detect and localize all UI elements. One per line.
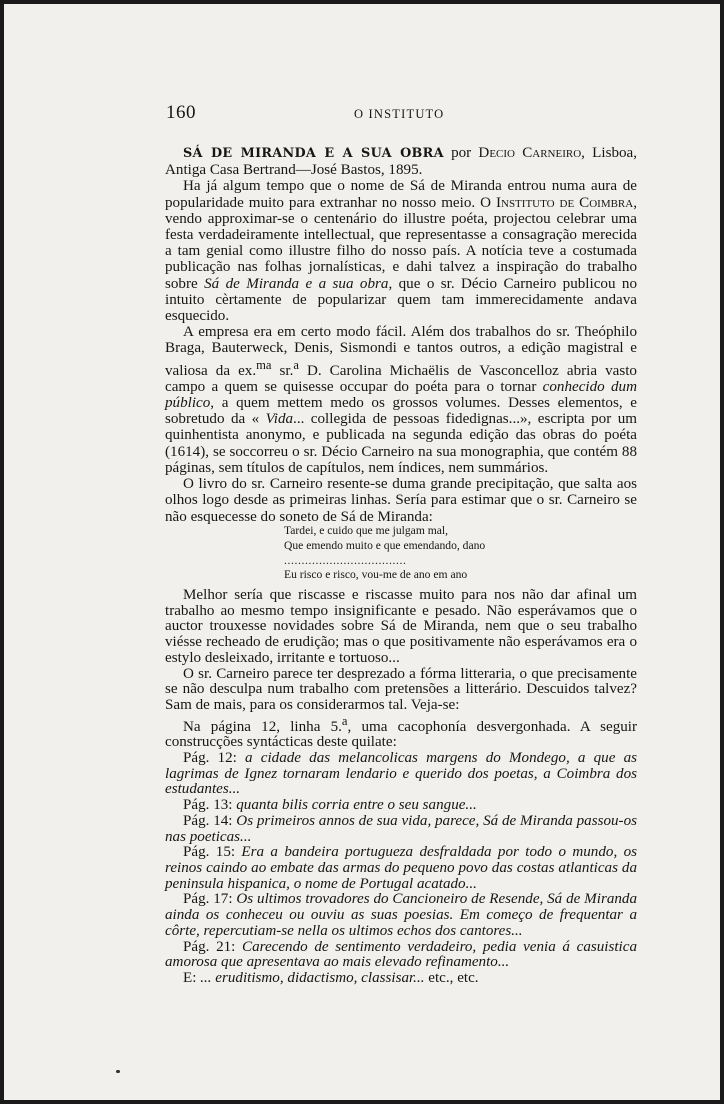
paragraph-4: Melhor sería que riscasse e riscasse muito para nos não dar afinal um trabalho ao mesmo tempo insignificante e pesado. Não esperávamos que o auctor trouxesse novidades sobre Sá de Miranda, nem que o seu trabalho viésse recheado de erudição; mas o que positivamente não esperávamos era o estylo desleixado, irritante e tortuoso...	[165, 587, 637, 666]
review-body-continued	[165, 588, 637, 987]
page-header	[166, 102, 636, 122]
poem-line-3: Eu risco e risco, vou-me de ano em ano	[284, 568, 468, 582]
paragraph-3: O livro do sr. Carneiro resente-se duma grande precipitação, que salta aos olhos logo desde as primeiras linhas. Sería para estimar que o sr. Carneiro se não esquecesse do soneto de Sá de Miranda:	[165, 476, 637, 525]
running-title: O INSTITUTO	[354, 107, 445, 121]
example-pag-21: Pág. 21: Carecendo de sentimento verdadeiro, pedia venia á casuistica amorosa que apresentava ao mais elevado refinamento...	[165, 938, 637, 971]
author-name: Decio Carneiro	[478, 145, 582, 161]
review-title: SÁ DE MIRANDA E A SUA OBRA	[183, 146, 444, 161]
example-pag-12: Pág. 12: a cidade das melancolicas margens do Mondego, a que as lagrimas de Ignez tornaram lendario e querido dos poetas, a Coimbra dos estudantes...	[165, 750, 637, 798]
review-body	[165, 145, 637, 525]
paragraph-1: Ha já algum tempo que o nome de Sá de Miranda entrou numa aura de popularidade muito para extranhar no nosso meio. O Instituto de Coimbra, vendo approximar-se o centenário do illustre poéta, projectou celebrar uma festa verdadeiramente intellectual, que representasse a consagração merecida a tam genial como illustre filho do nosso país. A notícia teve a costumada publicação nas folhas jornalísticas, e dahi talvez a inspiração do trabalho sobre Sá de Miranda e a sua obra, que o sr. Décio Carneiro publicou no intuito cèrtamente de popularizar quem tam immerecidamente andava esquecido.	[165, 178, 637, 325]
example-pag-14: Pág. 14: Os primeiros annos de sua vida, parece, Sá de Miranda passou-os nas poeticas...	[165, 812, 638, 845]
document-page	[4, 4, 720, 1100]
paragraph-5: O sr. Carneiro parece ter desprezado a fórma litteraria, o que precisamente se não desculpa num trabalho com pretensões a litterário. Descuidos talvez? Sam de mais, para os considerarmos tal. Veja-se:	[165, 665, 637, 713]
poem-line-1: Tardei, e cuido que me julgam mal,	[284, 524, 449, 537]
poem-quotation	[284, 524, 524, 583]
example-pag-13: Pág. 13: quanta bilis corria entre o seu sangue...	[183, 797, 477, 814]
example-pag-17: Pág. 17: Os ultimos trovadores do Cancioneiro de Resende, Sá de Miranda ainda os conheceu ou ouviu as suas poesias. Em começo de frequentar a côrte, repercutiam-se nella os ultimos echos dos cantores...	[165, 891, 638, 939]
page-number: 160	[166, 102, 196, 123]
ink-speck	[116, 1070, 120, 1073]
paragraph-6: Na página 12, linha 5.$^a$, uma cacophonía desvergonhada. A seguir construcções syntácticas deste quilate:	[165, 713, 638, 751]
poem-ellipsis-line: ...................................	[284, 553, 407, 567]
example-e: E: ... eruditismo, didactismo, classisar... etc., etc.	[183, 969, 479, 986]
example-pag-15: Pág. 15: Era a bandeira portugueza desfraldada por todo o mundo, os reinos caindo ao embate das armas do pequeno povo das costas atlanticas da peninsula hispanica, o nome de Portugal acatado...	[165, 844, 637, 892]
poem-line-2: Que emendo muito e que emendando, dano	[284, 538, 486, 552]
paragraph-2: A empresa era em certo modo fácil. Além dos trabalhos do sr. Theóphilo Braga, Bauterweck, Denis, Sismondi e tantos outros, a edição magistral e valiosa da ex.$^{ma}$ sr.$^a$ D. Carolina Michaëlis de Vasconcelloz abria vasto campo a quem se quisesse occupar do poéta para o tornar conhecido dum público, a quem mettem medo os grossos volumes. Desses elementos, e sobretudo da « Vida... collegida de pessoas fidedignas...», escripta por um quinhentista anonymo, e publicada na segunda edição das obras do poéta (1614), se soccorreu o sr. Décio Carneiro na sua monographia, que contém 88 páginas, sem títulos de capítulos, nem índices, nem summários.	[165, 324, 637, 476]
review-heading-paragraph: SÁ DE MIRANDA E A SUA OBRA por Decio Carneiro, Lisboa, Antiga Casa Bertrand—José Bastos, 1895.	[165, 145, 638, 179]
